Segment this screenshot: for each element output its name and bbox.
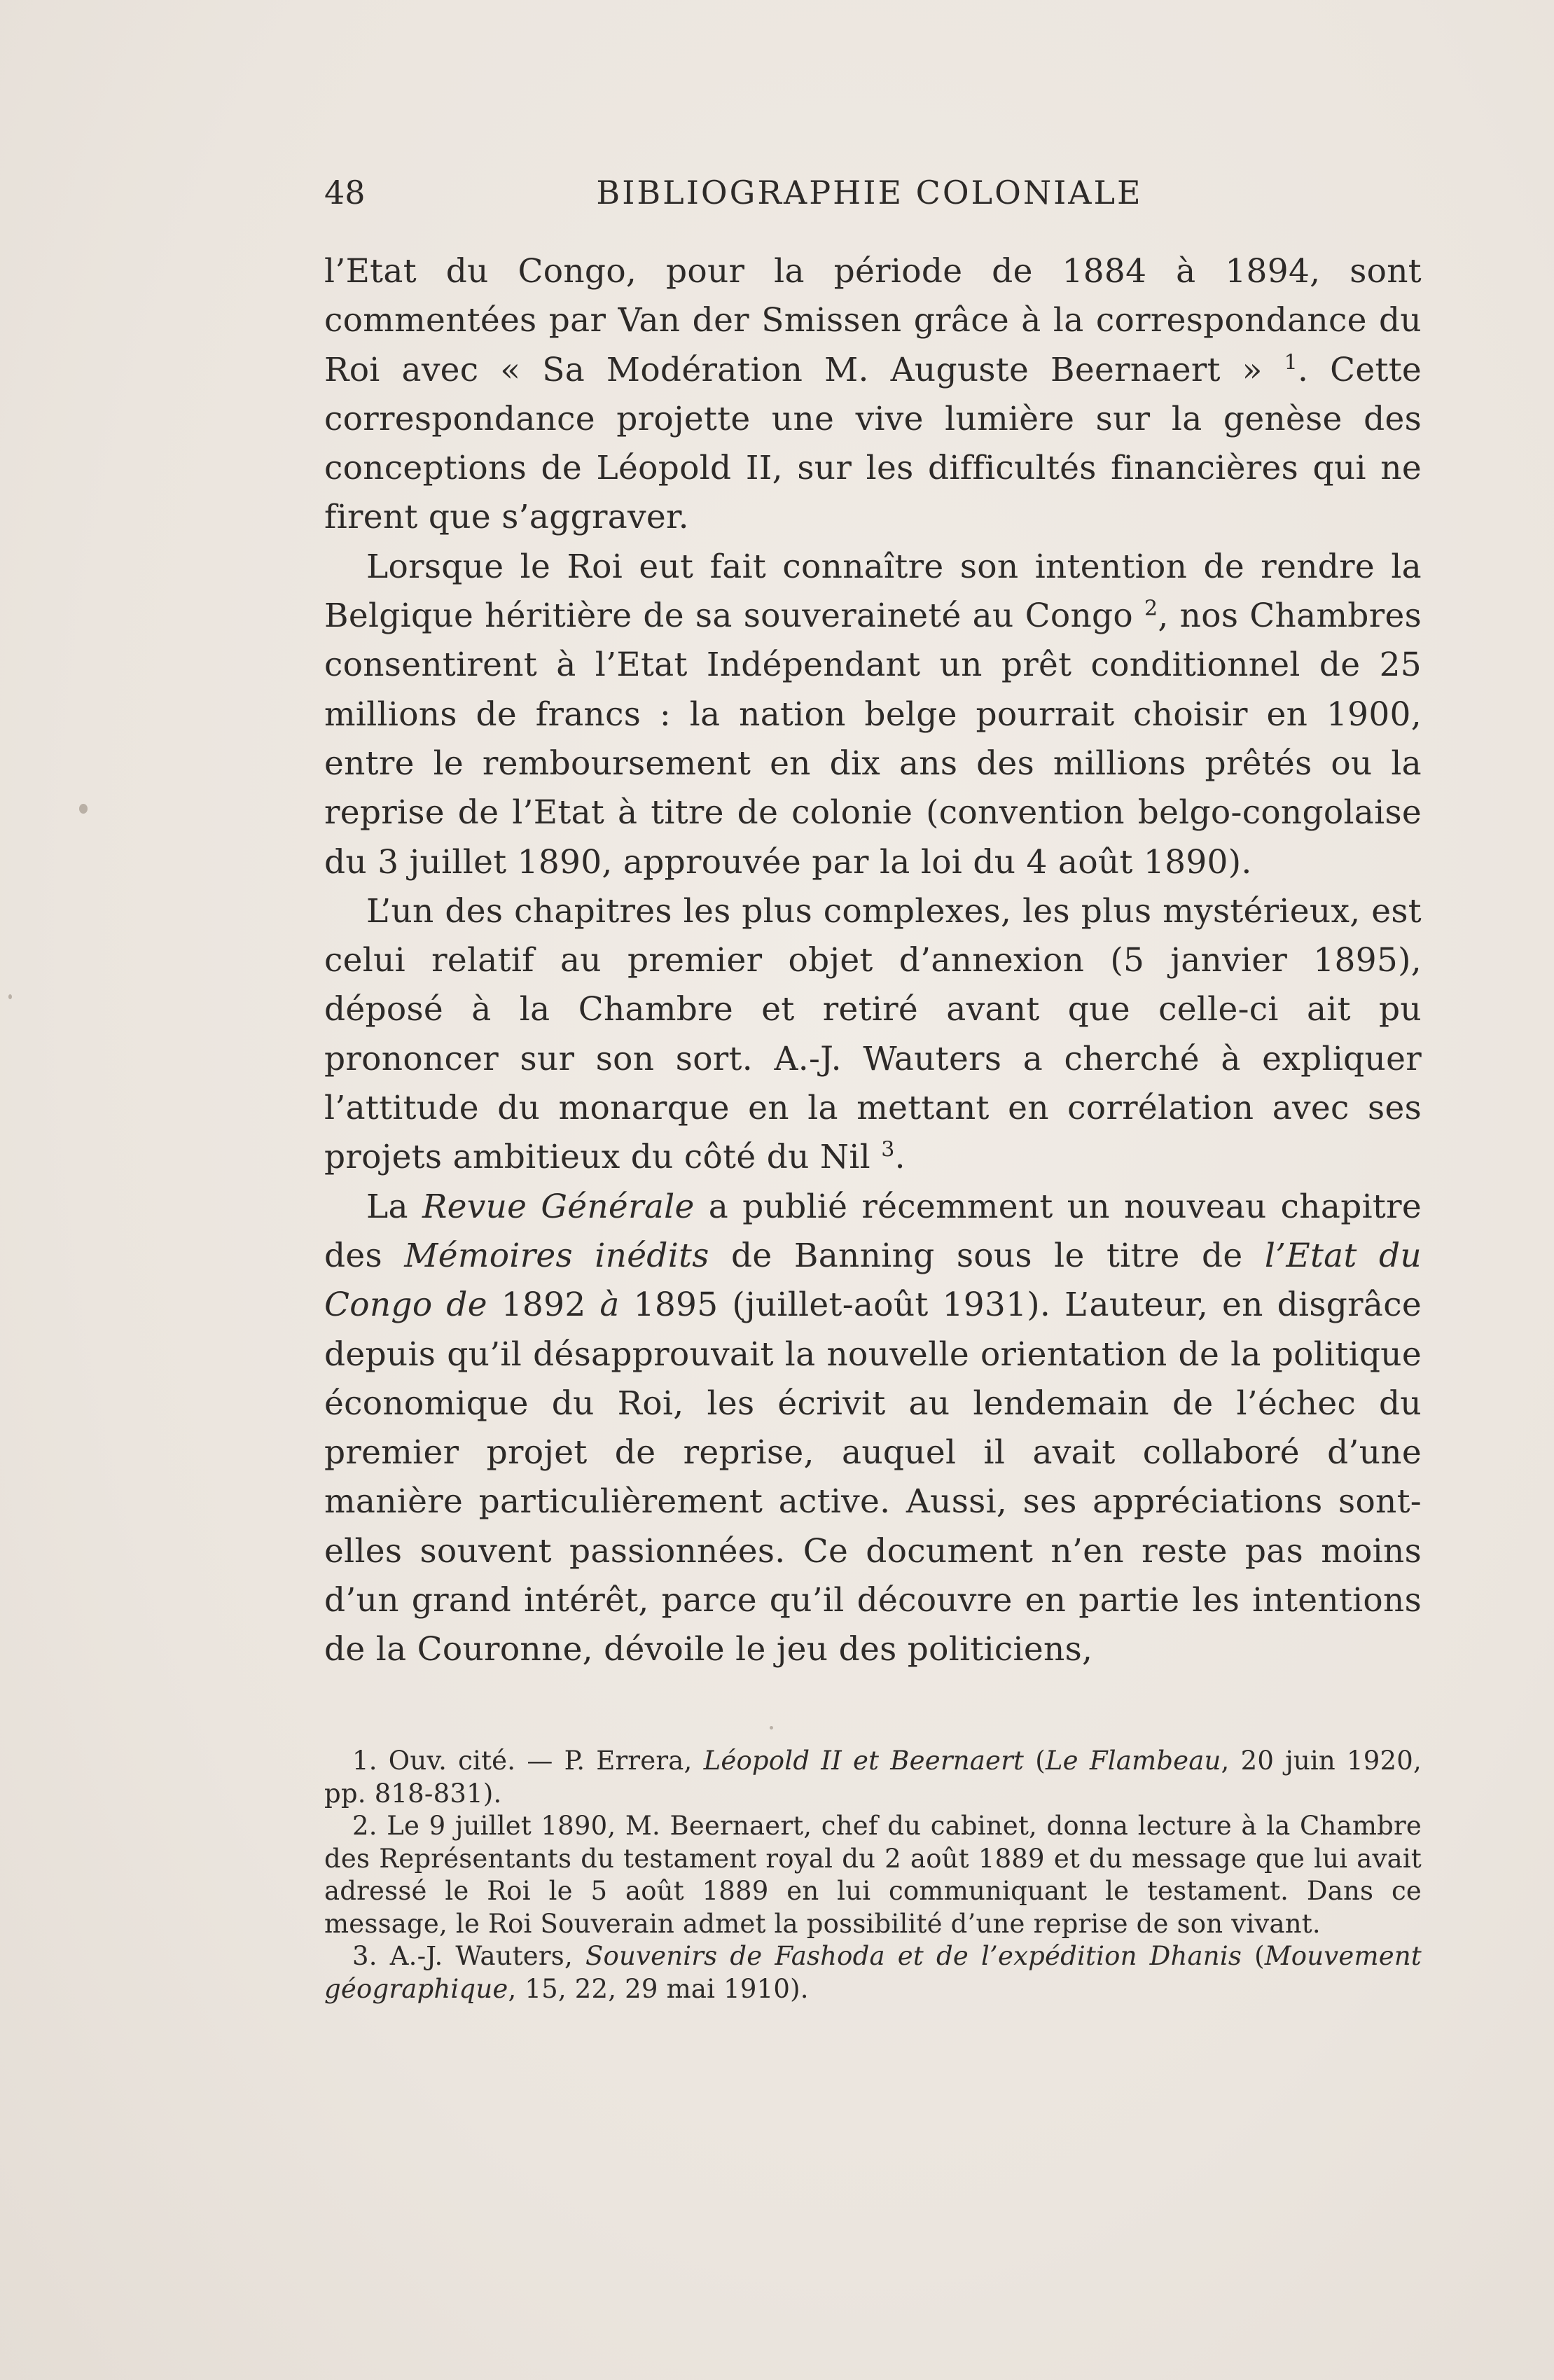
journal-title: Le Flambeau — [1045, 1746, 1221, 1776]
paragraph-text: a publié récemment un nouveau chapitre des — [324, 1187, 1422, 1275]
footnote-ref: 3 — [881, 1137, 895, 1162]
paragraph-text: 1895 (juillet-août 1931). L’auteur, en disgrâce depuis qu’il désapprouvait la nouvelle orientation de la politique économique du Roi, les écrivit au lendemain de l’échec du premier projet de reprise, auquel il avait collaboré d’une manière particulièrement active. Aussi, ses appréciations sont-elles souvent passionnées. Ce document n’en reste pas moins d’un grand intérêt, parce qu’il découvre en partie les intentions de la Couronne, dévoile le jeu des politiciens, — [324, 1286, 1422, 1669]
footnote-ref: 1 — [1284, 349, 1298, 375]
journal-title: Mouvement géographique — [324, 1941, 1422, 2004]
paragraph-text: . Cette correspondance projette une vive lumière sur la genèse des conceptions de Léopold II, sur les difficultés financières qui ne firent que s’aggraver. — [324, 350, 1422, 537]
footnote-text: ( — [1242, 1941, 1265, 1971]
work-title: Léopold II et Beernaert — [703, 1746, 1025, 1776]
paragraph-text: . — [894, 1138, 906, 1177]
footnote-text: Ouv. cité. — P. Errera, — [377, 1746, 704, 1776]
paragraph-text: La — [366, 1187, 422, 1226]
page-number: 48 — [324, 174, 366, 211]
footnote-number: 2. — [352, 1811, 377, 1841]
work-title: l’Etat du Congo de — [324, 1236, 1422, 1325]
work-title: Souvenirs de Fashoda et de l’expédition Dhanis — [585, 1941, 1242, 1971]
paper-speck — [8, 994, 12, 999]
paragraph-text: l’Etat du Congo, pour la période de 1884 à 1894, sont commentées par Van der Smissen grâce à la correspondance du Roi avec « Sa Modération M. Auguste Beernaert » — [324, 252, 1422, 389]
work-title: Mémoires inédits — [404, 1236, 709, 1275]
footnote-text: , 20 juin 1920, pp. 818-831). — [324, 1746, 1422, 1809]
footnote-text: A.-J. Wauters, — [377, 1941, 585, 1971]
paragraph-text: de Banning sous le titre de — [709, 1236, 1265, 1275]
journal-title: Revue Générale — [422, 1187, 695, 1226]
paragraph-text: , nos Chambres consentirent à l’Etat Indépendant un prêt conditionnel de 25 millions de francs : la nation belge pourrait choisir en 1900, entre le remboursement en dix ans des millions prêtés ou la reprise de l’Etat à titre de colonie (convention belgo-congolaise du 3 juillet 1890, approuvée par la loi du 4 août 1890). — [324, 597, 1422, 882]
footnote-ref: 2 — [1144, 596, 1158, 621]
page-header — [324, 168, 1415, 217]
paragraph — [324, 247, 1422, 543]
footnote — [324, 1810, 1422, 1940]
paragraph-text: 1892 — [487, 1286, 600, 1325]
paragraph — [324, 887, 1422, 1183]
footnote-text: , 15, 22, 29 mai 1910). — [508, 1973, 809, 2004]
footnote-text: ( — [1024, 1746, 1046, 1776]
paragraph-text: Lorsque le Roi eut fait connaître son intention de rendre la Belgique héritière de sa souveraineté au Congo — [324, 547, 1422, 636]
body-text — [324, 247, 1422, 1675]
paper-speck — [79, 804, 88, 814]
paragraph-text: L’un des chapitres les plus complexes, les plus mystérieux, est celui relatif au premier objet d’annexion (5 janvier 1895), déposé à la Chambre et retiré avant que celle-ci ait pu prononcer sur son sort. A.-J. Wauters a cherché à expliquer l’attitude du monarque en la mettant en corrélation avec ses projets ambitieux du côté du Nil — [324, 891, 1422, 1177]
footnote-text: Le 9 juillet 1890, M. Beernaert, chef du cabinet, donna lecture à la Chambre des Représentants du testament royal du 2 août 1889 et du message que lui avait adressé le Roi le 5 août 1889 en lui communiquant le testament. Dans ce message, le Roi Souverain admet la possibilité d’une reprise de son vivant. — [324, 1811, 1422, 1939]
footnote-number: 3. — [352, 1941, 377, 1971]
paper-speck — [770, 1726, 773, 1730]
footnote — [324, 1745, 1422, 1810]
running-title: BIBLIOGRAPHIE COLONIALE — [596, 174, 1143, 211]
paragraph — [324, 1183, 1422, 1675]
footnote-number: 1. — [352, 1746, 377, 1776]
footnote — [324, 1940, 1422, 2005]
footnotes — [324, 1745, 1422, 2005]
paragraph — [324, 543, 1422, 887]
work-title: à — [599, 1286, 620, 1325]
